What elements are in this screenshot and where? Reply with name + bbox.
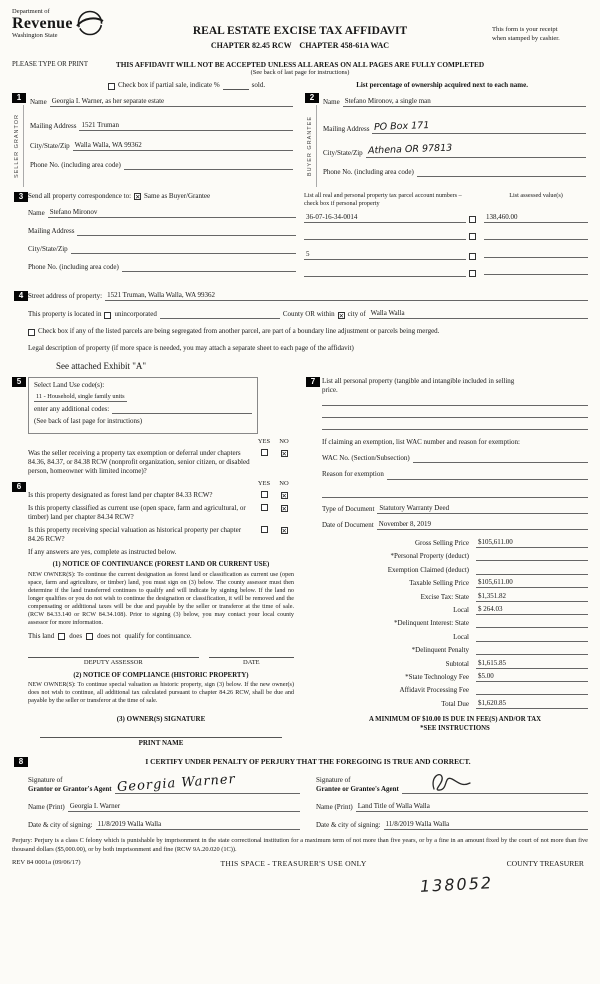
seller-mailing-label: Mailing Address [30, 122, 77, 130]
seller-csz-label: City/State/Zip [30, 142, 70, 151]
seller-fields [24, 94, 295, 187]
additional-codes-line [112, 406, 252, 414]
fee-row-exemption [322, 561, 588, 574]
fee-row-taxable [322, 575, 588, 588]
corr-name-row [28, 208, 296, 218]
forest-no-cell [274, 491, 294, 500]
personal-property-line [322, 407, 588, 418]
street-address-row [28, 291, 588, 301]
section-3-correspondence [12, 192, 588, 287]
forest-yes-cell [254, 491, 274, 500]
signature-of-label: Signature of [28, 776, 63, 785]
parcel-personal-checkbox [469, 233, 476, 240]
form-header [12, 8, 588, 58]
middle-columns [12, 377, 588, 749]
partial-sale-group [108, 81, 265, 90]
this-land-label: This land [28, 632, 55, 641]
treasurer-space-label: THIS SPACE - TREASURER'S USE ONLY [220, 858, 367, 868]
historic-question: Is this property receiving special valuation as historical property per chapter 84.26 RCW? [28, 525, 242, 544]
fee-row-gross [322, 535, 588, 548]
section-6-designations [12, 480, 294, 748]
reason-label: Reason for exemption [322, 470, 384, 479]
certification-statement: I CERTIFY UNDER PENALTY OF PERJURY THAT THE FOREGOING IS TRUE AND CORRECT. [145, 756, 471, 766]
acceptance-warning: THIS AFFIDAVIT WILL NOT BE ACCEPTED UNLESS ALL AREAS ON ALL PAGES ARE FULLY COMPLETED [115, 60, 485, 69]
grantee-print-label: Name (Print) [316, 803, 353, 812]
owners-signature-line [40, 724, 282, 738]
buyer-mailing-line [372, 121, 586, 134]
fee-row-delinquent-state [322, 615, 588, 628]
buyer-mailing-label: Mailing Address [323, 125, 370, 134]
corr-name-label: Name [28, 208, 45, 217]
fee-row-excise-local [322, 602, 588, 615]
grantor-agent-label: Grantor or Grantor's Agent [28, 785, 112, 794]
dor-logo [12, 8, 104, 41]
fee-label: Total Due [441, 699, 469, 708]
title-block [122, 24, 478, 51]
unincorporated-label: unincorporated [114, 310, 157, 319]
assessor-date-label: DATE [209, 657, 294, 667]
corr-mailing-value [77, 228, 296, 236]
doc-type-label: Type of Document [322, 504, 375, 513]
wac-row [322, 454, 588, 463]
see-back-row [34, 417, 252, 426]
segregated-checkbox [28, 329, 35, 336]
section-8-certification [12, 757, 588, 831]
fee-row-tech-fee [322, 669, 588, 682]
parcel-number-value: 5 [304, 250, 466, 260]
section-7-badge: 7 [306, 377, 320, 387]
fee-value: $1,620.85 [476, 699, 588, 709]
partial-percent-line [223, 89, 249, 90]
corr-phone-row [28, 263, 296, 272]
grantee-agent-label: Grantee or Grantee's Agent [316, 785, 399, 794]
segregated-row [28, 327, 588, 336]
correspondence-fields [28, 192, 296, 287]
parties-row [12, 93, 588, 187]
seller-side-strip [12, 105, 24, 187]
current-use-no-checkbox: ✕ [281, 504, 287, 513]
corr-mailing-label: Mailing Address [28, 226, 75, 235]
qualify-label: qualify for continuance. [124, 632, 192, 641]
seller-csz-row [30, 141, 293, 151]
fee-label: *Delinquent Interest: State [393, 619, 469, 628]
seller-grantor-box [12, 93, 295, 187]
parcel-personal-checkbox [469, 216, 476, 223]
fee-value: $105,611.00 [476, 578, 588, 588]
buyer-phone-label: Phone No. (including area code) [323, 167, 414, 176]
historic-no-checkbox: ✕ [281, 526, 287, 535]
land-use-box [28, 377, 258, 434]
section-5-badge: 5 [12, 377, 26, 387]
forest-land-question: Is this property designated as forest land per chapter 84.33 RCW? [28, 490, 213, 499]
notice-compliance-body: NEW OWNER(S): To continue special valuation as historic property, sign (3) below. If the new owner(s) does not wish to continue, all additional tax calculated pursuant to chapter 84.26 RCW, shall be due and payable by the seller or transferor at the time of sale. [28, 682, 294, 705]
fee-table [322, 535, 588, 709]
revenue-logo-icon [76, 9, 104, 37]
grantor-signature-block [28, 770, 300, 830]
deferral-no-checkbox: ✕ [281, 449, 287, 458]
send-correspondence-row [28, 192, 296, 201]
exhibit-a-note: See attached Exhibit "A" [56, 361, 147, 372]
assessed-value: 138,460.00 [484, 213, 588, 223]
grantor-signature-label [28, 776, 112, 794]
current-use-yes-checkbox [261, 504, 268, 511]
historic-yes-cell [254, 526, 274, 535]
does-label: does [69, 632, 83, 641]
fee-label: Local [453, 605, 469, 614]
fee-label: Taxable Selling Price [409, 579, 469, 588]
section-5-land-use [12, 377, 294, 476]
personal-property-line [322, 419, 588, 430]
fee-value: $105,611.00 [476, 538, 588, 548]
same-as-buyer-label: Same as Buyer/Grantee [144, 191, 211, 200]
deferral-no-cell [274, 449, 294, 458]
warning-row [12, 60, 588, 78]
corr-name-value: Stefano Mironov [48, 208, 296, 218]
assessed-row [484, 267, 588, 275]
fee-label: Subtotal [445, 659, 469, 668]
deferral-question-row [28, 449, 294, 476]
current-use-question-row [28, 504, 294, 522]
signatures-row [28, 770, 588, 830]
fee-label: Affidavit Processing Fee [399, 686, 469, 695]
legal-description-row [28, 344, 588, 353]
same-as-buyer-checkbox: ✕ [135, 192, 141, 201]
seller-phone-value [124, 162, 293, 170]
segregated-label: Check box if any of the listed parcels are being segregated from another parcel, are part of a boundary line adjustment or parcels being merged. [38, 327, 440, 336]
fee-row-processing-fee [322, 682, 588, 695]
buyer-fields [317, 94, 588, 187]
personal-property-label: List all personal property (tangible and intangible included in selling price. [322, 377, 515, 395]
seller-name-value: Georgia I. Warner, as her separate estate [50, 97, 293, 107]
current-use-yes-cell [254, 504, 274, 513]
logo-state-text: Washington State [12, 32, 58, 40]
buyer-name-row [323, 97, 586, 107]
exemption-label: If claiming an exemption, list WAC number and reason for exemption: [322, 438, 520, 447]
parcel-number-value [304, 269, 466, 277]
fee-value: $5.00 [476, 672, 588, 682]
seller-mailing-value: 1521 Truman [79, 121, 293, 131]
reason-row [322, 470, 588, 479]
historic-question-row [28, 526, 294, 544]
receipt-note-line2: when stamped by cashier. [492, 34, 560, 42]
seller-side-label: SELLER GRANTOR [13, 113, 20, 178]
see-back-note: (See back of last page for instructions) [250, 69, 350, 77]
section-7-personal-property [306, 377, 588, 749]
doc-date-value: November 8, 2019 [377, 520, 588, 530]
grantor-date-label: Date & city of signing: [28, 821, 93, 830]
buyer-csz-label: City/State/Zip [323, 148, 363, 157]
land-use-select-row [34, 381, 252, 390]
buyer-side-strip [305, 105, 317, 187]
seller-mailing-row [30, 121, 293, 131]
assessed-value [484, 232, 588, 240]
wac-label: WAC No. (Section/Subsection) [322, 454, 410, 463]
grantor-print-row [28, 802, 300, 812]
assessed-value [484, 267, 588, 275]
seller-csz-value: Walla Walla, WA 99362 [73, 141, 293, 151]
minimum-due-line1: A MINIMUM OF $10.00 IS DUE IN FEE(S) AND/OR TAX [368, 715, 542, 723]
grantee-signature-line [402, 771, 588, 794]
logo-revenue-text: Revenue [12, 15, 73, 33]
parcel-row [304, 250, 476, 260]
parcel-row [304, 269, 476, 277]
seller-phone-label: Phone No. (including area code) [30, 161, 121, 170]
reason-value [387, 472, 588, 480]
assessed-row [484, 213, 588, 223]
assessed-row [484, 232, 588, 240]
buyer-phone-row [323, 168, 586, 177]
county-treasurer-label: COUNTY TREASURER [506, 858, 584, 868]
deputy-assessor-label: DEPUTY ASSESSOR [28, 657, 199, 667]
section-2-badge: 2 [305, 93, 319, 103]
fee-label: Gross Selling Price [414, 538, 469, 547]
fee-row-penalty [322, 642, 588, 655]
grantee-date-value: 11/8/2019 Walla Walla [384, 820, 588, 830]
seller-name-row [30, 97, 293, 107]
section-6-badge: 6 [12, 482, 26, 492]
buyer-csz-value: Athena OR 97813 [367, 142, 453, 157]
assessed-row [484, 250, 588, 258]
yes-header: YES [257, 480, 271, 488]
corr-csz-row [28, 245, 296, 254]
fee-label: *Delinquent Penalty [411, 646, 469, 655]
city-value: Walla Walla [369, 309, 588, 319]
parcel-numbers-header: List all real and personal property tax parcel account numbers – check box if personal property [304, 191, 462, 207]
corr-phone-label: Phone No. (including area code) [28, 263, 119, 272]
parcel-number-value: 36-07-16-34-0014 [304, 213, 466, 223]
notice-compliance-title: (2) NOTICE OF COMPLIANCE (HISTORIC PROPERTY) [73, 671, 249, 679]
fee-label: *Personal Property (deduct) [390, 552, 469, 561]
corr-phone-value [122, 264, 296, 272]
if-yes-note: If any answers are yes, complete as instructed below. [28, 548, 177, 557]
current-use-no-cell [274, 504, 294, 513]
form-title: REAL ESTATE EXCISE TAX AFFIDAVIT [192, 25, 408, 37]
grantor-print-label: Name (Print) [28, 803, 65, 812]
grantor-signature-row [28, 770, 300, 794]
fee-row-personal [322, 548, 588, 561]
buyer-side-label: BUYER GRANTEE [306, 115, 313, 176]
buyer-phone-value [417, 169, 586, 177]
treasurer-stamp-number: 138052 [419, 872, 494, 896]
forest-yes-checkbox [261, 491, 268, 498]
yes-no-header-2 [28, 480, 294, 488]
parcel-number-value [304, 232, 466, 240]
notice-continuance-body: NEW OWNER(S): To continue the current designation as forest land or classification as current use (open space, farm and agriculture, or timber) land, you must sign on (3) below. The county assessor must then determine if the land transferred continues to qualify and will indicate by signing below. If the land no longer qualifies or you do not wish to continue the designation or classification, it will be removed and the compensating or additional taxes will be due and payable by the seller or transferor at the time of sale. (RCW 84.33.140 or RCW 84.34.108). Prior to signing (3) below, you may contact your local county assessor for more information. [28, 572, 294, 627]
wac-value [413, 455, 588, 463]
county-blank-line [160, 311, 280, 319]
please-type-or-print: PLEASE TYPE OR PRINT [12, 61, 88, 68]
grantor-date-value: 11/8/2019 Walla Walla [96, 820, 300, 830]
left-column [12, 377, 294, 749]
deferral-yes-checkbox [261, 449, 268, 456]
grantee-print-row [316, 802, 588, 812]
assessed-values-header: List assessed value(s) [509, 191, 563, 199]
buyer-mailing-value: PO Box 171 [374, 120, 430, 133]
deferral-question: Was the seller receiving a property tax exemption or deferral under chapters 84.36, 84.37, or 84.38 RCW (nonprofit organization, senior citizen, or disabled person, homeowner with limited income)? [28, 448, 250, 476]
grantee-signature-label [316, 776, 399, 794]
reason-extra-line [322, 487, 588, 498]
fee-row-total-due [322, 695, 588, 708]
located-in-label: This property is located in [28, 310, 102, 319]
logo-dept-text: Department of [12, 8, 50, 15]
deferral-yes-cell [254, 449, 274, 458]
section-4-property-location [12, 291, 588, 373]
unincorporated-checkbox [104, 312, 111, 319]
does-not-checkbox [86, 633, 93, 640]
no-header: NO [279, 480, 289, 488]
ownership-note: List percentage of ownership acquired next to each name. [356, 80, 528, 89]
grantor-date-row [28, 820, 300, 830]
land-use-see-back: (See back of last page for instructions) [34, 417, 143, 426]
historic-no-cell [274, 526, 294, 535]
yes-header: YES [257, 438, 271, 446]
street-address-value: 1521 Truman, Walla Walla, WA 99362 [105, 291, 588, 301]
receipt-note [492, 26, 588, 43]
partial-sale-checkbox [108, 83, 115, 90]
parcel-numbers-column [304, 192, 476, 287]
fee-row-excise-state [322, 588, 588, 601]
form-revision-number: REV 84 0001a (09/06/17) [12, 858, 81, 866]
perjury-statement: Perjury: Perjury is a class C felony which is punishable by imprisonment in the state correctional institution for a maximum term of not more than five years, or by a fine in an amount fixed by the court of not more than five thousand dollars ($5,000.00), or by both imprisonment and fine (RCW 9A.20.020 (1C)). [12, 837, 588, 853]
partial-sale-label: Check box if partial sale, indicate % [118, 80, 220, 89]
grantee-date-label: Date & city of signing: [316, 821, 381, 830]
fee-value [476, 634, 588, 642]
continuance-line [28, 632, 294, 641]
section-8-badge: 8 [14, 757, 28, 767]
fee-label: Exemption Claimed (deduct) [387, 565, 469, 574]
grantor-signature: Georgia Warner [116, 772, 236, 796]
parcel-row [304, 213, 476, 223]
street-address-label: Street address of property: [28, 291, 103, 300]
doc-date-label: Date of Document [322, 520, 374, 529]
signature-of-label: Signature of [316, 776, 351, 785]
historic-yes-checkbox [261, 526, 268, 533]
grantee-signature-scribble [424, 771, 472, 793]
fee-label: Local [453, 632, 469, 641]
corr-csz-label: City/State/Zip [28, 245, 68, 254]
section-1-badge: 1 [12, 93, 26, 103]
fee-value: $1,351.82 [476, 592, 588, 602]
does-checkbox [58, 633, 65, 640]
form-chapters: CHAPTER 82.45 RCW CHAPTER 458-61A WAC [210, 40, 390, 50]
corr-mailing-row [28, 227, 296, 236]
land-use-code-value: 11 - Household, single family units [34, 393, 127, 402]
doc-type-value: Statutory Warranty Deed [377, 504, 588, 514]
grantee-print-value: Land Title of Walla Walla [356, 802, 588, 812]
does-not-label: does not [97, 632, 121, 641]
send-correspondence-label: Send all property correspondence to: [28, 191, 132, 200]
buyer-name-label: Name [323, 97, 340, 106]
grantor-print-value: Georgia I. Warner [68, 802, 300, 812]
fee-row-delinquent-local [322, 628, 588, 641]
dor-logo-text [12, 8, 73, 41]
partial-sold-label: sold. [251, 80, 266, 89]
buyer-name-value: Stefano Mironov, a single man [343, 97, 586, 107]
seller-name-label: Name [30, 97, 47, 106]
fee-row-subtotal [322, 655, 588, 668]
additional-codes-label: enter any additional codes: [34, 405, 110, 414]
grantee-signature-block [316, 770, 588, 830]
minimum-due-note [322, 716, 588, 734]
fee-value: $1,615.85 [476, 659, 588, 669]
section-4-badge: 4 [14, 291, 28, 301]
personal-property-line [322, 395, 588, 406]
additional-codes-row [34, 405, 252, 414]
forest-no-checkbox: ✕ [281, 491, 287, 500]
parcel-personal-checkbox [469, 270, 476, 277]
fee-value [476, 620, 588, 628]
doc-date-row [322, 520, 588, 530]
seller-phone-row [30, 161, 293, 170]
fee-value [476, 567, 588, 575]
city-of-label: city of [347, 310, 366, 319]
yes-no-header-1 [28, 438, 294, 446]
assessed-values-column [484, 192, 588, 287]
legal-description-label: Legal description of property (if more space is needed, you may attach a separate sheet to each page of the affidavit) [28, 344, 354, 353]
receipt-note-line1: This form is your receipt [492, 26, 558, 33]
grantee-date-row [316, 820, 588, 830]
land-use-select-label: Select Land Use code(s): [34, 381, 105, 390]
buyer-csz-row [323, 144, 586, 157]
fee-value [476, 687, 588, 695]
buyer-mailing-row [323, 121, 586, 134]
partial-sale-row [12, 81, 588, 90]
land-use-code-row [34, 393, 252, 402]
county-or-within-label: County OR within [282, 310, 335, 319]
owners-signature-label: (3) OWNER(S) SIGNATURE [116, 715, 206, 724]
grantee-signature-row [316, 770, 588, 794]
minimum-due-line2: *SEE INSTRUCTIONS [420, 724, 490, 732]
grantor-signature-line [115, 772, 300, 796]
located-in-row [28, 309, 588, 319]
corr-csz-value [71, 246, 296, 254]
buyer-grantee-box [305, 93, 588, 187]
deputy-assessor-row [28, 657, 294, 667]
section-3-badge: 3 [14, 192, 28, 202]
current-use-question: Is this property classified as current use (open space, farm and agricultural, or timber) land per chapter 84.34 RCW? [28, 503, 246, 521]
fee-label: *State Technology Fee [405, 672, 469, 681]
print-name-label: PRINT NAME [138, 739, 184, 748]
notice-continuance-title: (1) NOTICE OF CONTINUANCE (FOREST LAND OR CURRENT USE) [52, 561, 270, 569]
page-footer [12, 858, 588, 896]
forest-land-question-row [28, 491, 294, 500]
assessed-value [484, 250, 588, 258]
no-header: NO [279, 438, 289, 446]
parcel-personal-checkbox [469, 253, 476, 260]
city-checkbox: ✕ [338, 312, 345, 321]
fee-value [476, 553, 588, 561]
parcel-row [304, 232, 476, 240]
fee-label: Excise Tax: State [420, 592, 469, 601]
fee-value [476, 647, 588, 655]
buyer-csz-line [366, 144, 586, 157]
fee-value: $ 264.03 [476, 605, 588, 615]
doc-type-row [322, 504, 588, 514]
